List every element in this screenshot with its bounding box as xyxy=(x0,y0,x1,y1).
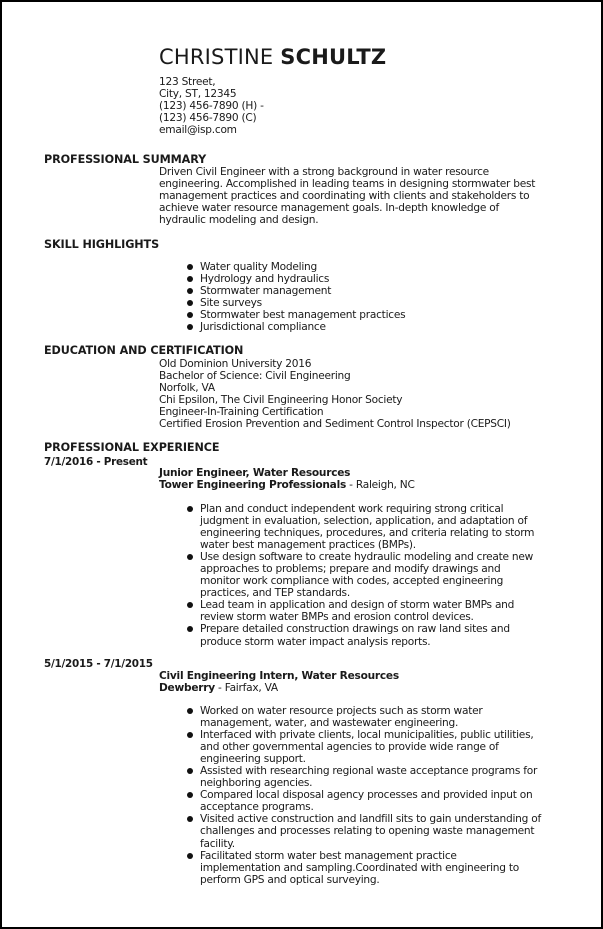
job-company xyxy=(159,479,415,491)
summary-line: management practices and coordinating with clients and stakeholders to xyxy=(159,190,530,203)
bullet-icon xyxy=(187,324,193,330)
job-bullet: Facilitated storm water best management practice implementation and sampling.Coordinated with engineering to perform GPS and optical surveying. xyxy=(185,850,565,886)
job-bullet: Visited active construction and landfill sits to gain understanding of challenges and processes relating to opening waste management facility. xyxy=(185,813,565,849)
skills-list xyxy=(185,261,565,333)
job-bullet: Plan and conduct independent work requiring strong critical judgment in evaluation, selection, application, and adaptation of engineering techniques, procedures, and criteria relating to storm water best management practices (BMPs). xyxy=(185,503,565,551)
summary-line: hydraulic modeling and design. xyxy=(159,214,319,227)
school-line: Old Dominion University 2016 xyxy=(159,358,312,370)
summary-line: Driven Civil Engineer with a strong background in water resource xyxy=(159,166,489,178)
job-bullet: Interfaced with private clients, local municipalities, public utilities, and other governmental agencies to provide wide range of engineering support. xyxy=(185,729,565,765)
skill-item: Site surveys xyxy=(185,297,565,309)
certification-line: Engineer-In-Training Certification xyxy=(159,406,324,419)
bullet-icon xyxy=(187,312,193,318)
job-bullet: Compared local disposal agency processes and provided input on acceptance programs. xyxy=(185,789,565,813)
experience-heading: PROFESSIONAL EXPERIENCE xyxy=(44,441,220,454)
bullet-icon xyxy=(187,626,193,632)
degree-line: Bachelor of Science: Civil Engineering xyxy=(159,370,351,383)
address-line: 123 Street, xyxy=(159,76,216,88)
bullet-icon xyxy=(187,300,193,306)
skill-item: Stormwater best management practices xyxy=(185,309,565,321)
certification-line: Certified Erosion Prevention and Sediment Control Inspector (CEPSCI) xyxy=(159,418,511,431)
honor-line: Chi Epsilon, The Civil Engineering Honor Society xyxy=(159,394,403,407)
job-title: Junior Engineer, Water Resources xyxy=(159,467,351,479)
home-phone: (123) 456-7890 (H) - xyxy=(159,100,264,113)
contact-block xyxy=(159,76,459,136)
bullet-icon xyxy=(187,276,193,282)
job-bullets xyxy=(185,503,565,648)
bullet-icon xyxy=(187,554,193,560)
cell-phone: (123) 456-7890 (C) xyxy=(159,112,257,125)
bullet-icon xyxy=(187,816,193,822)
skill-item: Stormwater management xyxy=(185,285,565,297)
job-dates: 7/1/2016 - Present xyxy=(44,456,148,468)
bullet-icon xyxy=(187,264,193,270)
summary-text xyxy=(159,166,536,227)
education-heading: EDUCATION AND CERTIFICATION xyxy=(44,344,244,357)
summary-line: engineering. Accomplished in leading teams in designing stormwater best xyxy=(159,178,536,191)
bullet-icon xyxy=(187,792,193,798)
job-bullet: Worked on water resource projects such as storm water management, water, and wastewater engineering. xyxy=(185,705,565,729)
city-line: City, ST, 12345 xyxy=(159,88,237,101)
skill-item: Water quality Modeling xyxy=(185,261,565,273)
skill-item: Jurisdictional compliance xyxy=(185,321,565,333)
bullet-icon xyxy=(187,732,193,738)
job-bullet: Use design software to create hydraulic modeling and create new approaches to problems; prepare and modify drawings and monitor work compliance with codes, accepted engineering practices, and TEP standards. xyxy=(185,551,565,599)
email: email@isp.com xyxy=(159,124,237,137)
summary-heading: PROFESSIONAL SUMMARY xyxy=(44,153,207,166)
company-location: - Fairfax, VA xyxy=(214,682,278,694)
first-name: CHRISTINE xyxy=(159,45,274,69)
job-title: Civil Engineering Intern, Water Resources xyxy=(159,670,399,682)
job-dates: 5/1/2015 - 7/1/2015 xyxy=(44,658,153,670)
bullet-icon xyxy=(187,853,193,859)
company-name: Tower Engineering Professionals xyxy=(159,479,347,491)
bullet-icon xyxy=(187,602,193,608)
job-bullet: Assisted with researching regional waste acceptance programs for neighboring agencies. xyxy=(185,765,565,789)
candidate-name xyxy=(159,44,386,70)
location-line: Norfolk, VA xyxy=(159,382,215,395)
skills-heading: SKILL HIGHLIGHTS xyxy=(44,238,160,251)
skill-item: Hydrology and hydraulics xyxy=(185,273,565,285)
bullet-icon xyxy=(187,288,193,294)
summary-line: achieve water resource management goals. In-depth knowledge of xyxy=(159,202,499,215)
job-bullets xyxy=(185,705,565,886)
bullet-icon xyxy=(187,708,193,714)
bullet-icon xyxy=(187,768,193,774)
job-bullet: Prepare detailed construction drawings on raw land sites and produce storm water impact analysis reports. xyxy=(185,623,565,647)
company-name: Dewberry xyxy=(159,682,215,694)
company-location: - Raleigh, NC xyxy=(346,479,415,491)
job-company xyxy=(159,682,278,694)
last-name: SCHULTZ xyxy=(280,45,387,69)
bullet-icon xyxy=(187,506,193,512)
job-bullet: Lead team in application and design of storm water BMPs and review storm water BMPs and erosion control devices. xyxy=(185,599,565,623)
education-block xyxy=(159,358,511,430)
